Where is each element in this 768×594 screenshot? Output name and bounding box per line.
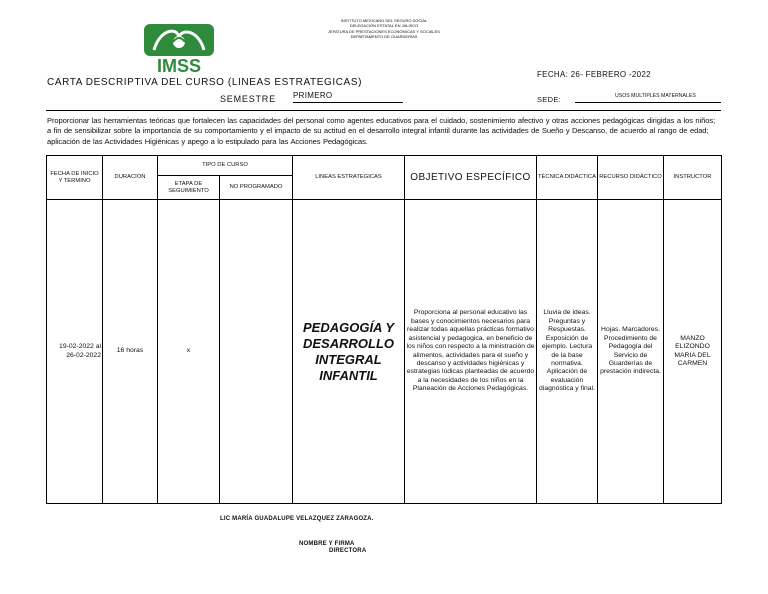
header-lineas: LINEAS ESTRATEGICAS xyxy=(293,156,405,200)
cell-duracion: 16 horas xyxy=(103,200,158,504)
header-etapa: ETAPA DE SEGUIMIENTO xyxy=(158,176,220,200)
header-tecnica: TÉCNICA DIDÁCTICA xyxy=(537,156,598,200)
cell-fecha: 19-02-2022 al 26-02-2022 xyxy=(47,200,103,504)
cell-etapa: x xyxy=(158,200,220,504)
institution-header xyxy=(300,18,468,40)
header-objetivo: OBJETIVO ESPECÍFICO xyxy=(405,156,537,200)
signature-role: DIRECTORA xyxy=(329,548,367,554)
header-recurso: RECURSO DIDÁCTICO xyxy=(598,156,664,200)
signature-label: NOMBRE Y FIRMA xyxy=(299,541,355,547)
institution-line: INSTITUTO MEXICANO DEL SEGURO SOCIAL xyxy=(340,18,428,23)
header-no-programado: NO PROGRAMADO xyxy=(220,176,293,200)
sede-value: USOS MULTIPLES MATERNALES xyxy=(615,93,696,99)
cell-recurso: Hojas. Marcadores. Procedimiento de Pedagogía del Servicio de Guarderías de prestación indirecta. xyxy=(598,200,664,504)
institution-line: DELEGACIÓN ESTATAL EN JALISCO xyxy=(349,23,419,29)
signature-block xyxy=(299,541,366,555)
sede-label: SEDE: xyxy=(537,95,562,104)
course-description: Proporcionar las herramientas teóricas que fortalecen las capacidades del personal como agentes educativos para el cuidado, sostenimiento afectivo y otras acciones pedagógicas dirigidas a los niños; a fin de sensibilizar sobre la importancia de su comportamiento y el impacto de su actitud en el desarrollo integral infantil durante las actividades de Sueño y Descanso, de acuerdo al rango de edad; aplicación de las Actividades Higiénicas y apego a lo estipulado para las Acciones Pedagógicas. xyxy=(47,116,716,146)
divider xyxy=(46,110,721,111)
institution-line: DEPARTAMENTO DE GUARDERÍAS xyxy=(350,34,418,40)
signatory-name: LIC MARÍA GUADALUPE VELAZQUEZ ZARAGOZA. xyxy=(220,516,374,522)
cell-tecnica: Lluvia de ideas. Preguntas y Respuestas. Exposición de ejemplo. Lectura de la base normativa. Aplicación de evaluación diagnóstica y final. xyxy=(537,200,598,504)
header-duracion: DURACION xyxy=(103,156,158,200)
table-row xyxy=(47,200,722,504)
document-date: FECHA: 26- FEBRERO -2022 xyxy=(537,70,651,79)
cell-instructor: MANZO ELIZONDO MARIA DEL CARMEN xyxy=(664,200,722,504)
imss-logo xyxy=(140,22,218,77)
svg-text:IMSS: IMSS xyxy=(156,56,202,76)
document-title: CARTA DESCRIPTIVA DEL CURSO (LINEAS ESTRATEGICAS) xyxy=(47,77,363,88)
sede-underline xyxy=(575,102,721,103)
course-table xyxy=(46,155,722,504)
institution-line: JEFATURA DE PRESTACIONES ECONÓMICAS Y SOCIALES xyxy=(328,28,440,34)
cell-linea: PEDAGOGÍA Y DESARROLLO INTEGRAL INFANTIL xyxy=(293,200,405,504)
cell-objetivo: Proporciona al personal educativo las bases y conocimientos necesarios para realizar todas aquellas prácticas formativo asistencial y pedagogica, en beneficio de los niños con respecto a la ministración de alimentos, actividades para el sueño y descanso y actividades higiénicas y estrategias lúdicas planteadas de acuerdo a la necesidades de los niños en la Planeación de Acciones Pedagógicas. xyxy=(405,200,537,504)
header-instructor: INSTRUCTOR xyxy=(664,156,722,200)
header-fecha: FECHA DE INICIO Y TERMINO xyxy=(47,156,103,200)
header-tipo-curso: TIPO DE CURSO xyxy=(158,156,293,176)
cell-no-programado xyxy=(220,200,293,504)
semestre-value: PRIMERO xyxy=(293,91,403,103)
semestre-label: SEMESTRE xyxy=(220,94,276,104)
